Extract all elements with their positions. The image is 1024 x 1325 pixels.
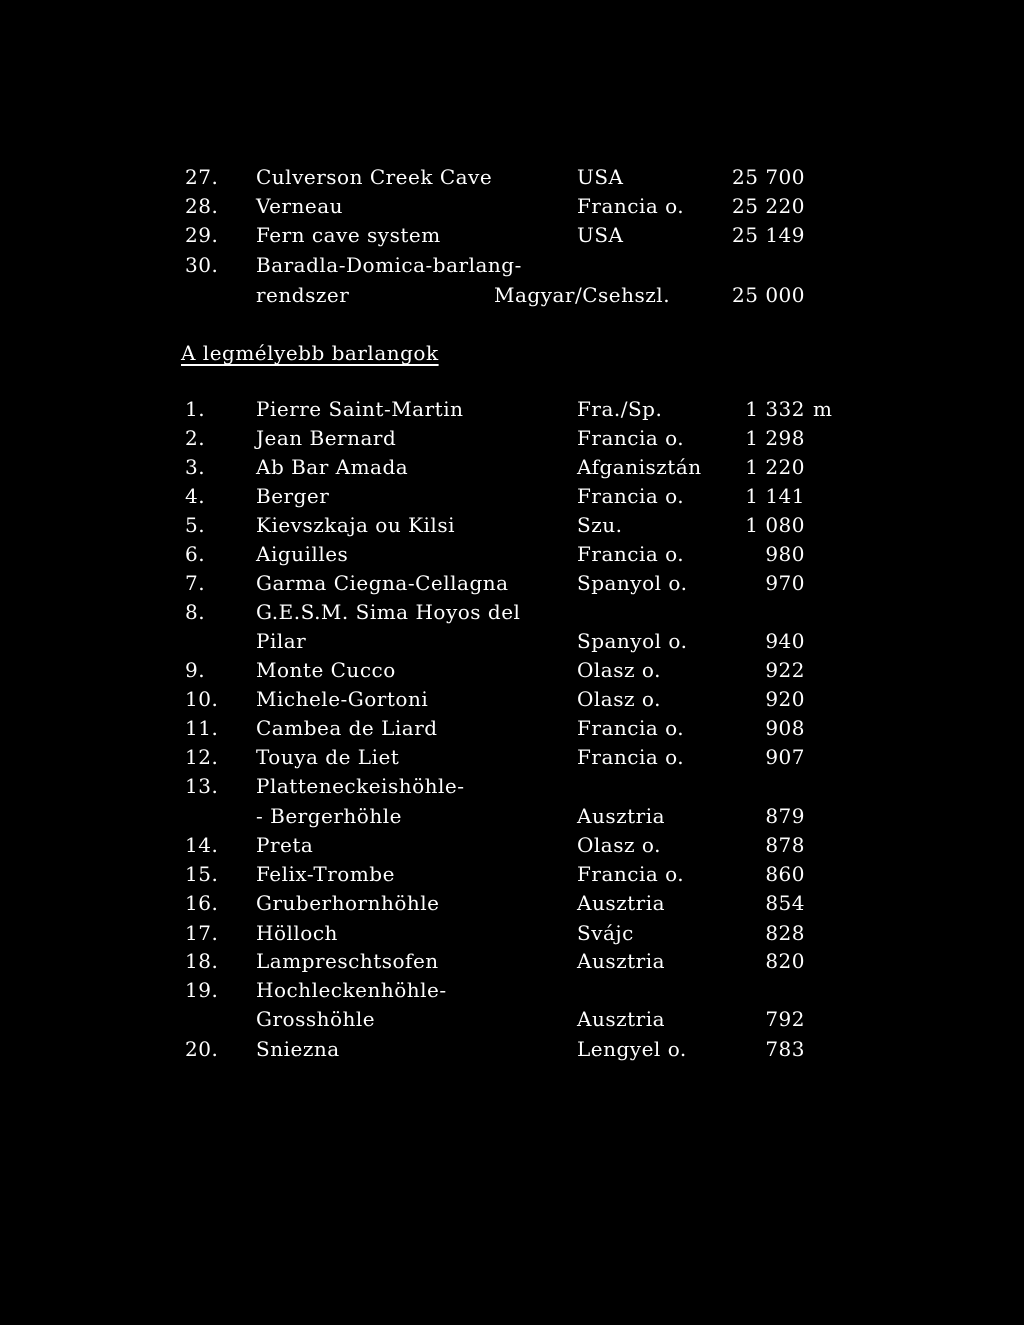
cave-name: Preta (256, 833, 314, 857)
cave-country: Olasz o. (577, 658, 661, 682)
row-number: 3. (185, 455, 206, 479)
cave-name: Fern cave system (256, 223, 441, 247)
cave-depth: 907 (765, 745, 805, 769)
cave-name: Lampreschtsofen (256, 949, 439, 973)
cave-country: Francia o. (577, 716, 685, 740)
cave-depth: 1 298 (745, 426, 805, 450)
cave-name: Kievszkaja ou Kilsi (256, 513, 455, 537)
cave-country: Ausztria (577, 891, 666, 915)
cave-depth: 1 332 (745, 397, 805, 421)
cave-depth: 828 (765, 921, 805, 945)
cave-name: Pierre Saint-Martin (256, 397, 464, 421)
cave-name: Hölloch (256, 921, 338, 945)
cave-depth: 922 (765, 658, 805, 682)
cave-name: Verneau (256, 194, 344, 218)
cave-depth: 908 (765, 716, 805, 740)
cave-name: Berger (256, 484, 330, 508)
cave-country: Szu. (577, 513, 623, 537)
cave-name: Aiguilles (256, 542, 349, 566)
depth-unit: m (813, 397, 833, 421)
cave-length: 25 220 (732, 194, 805, 218)
cave-length: 25 700 (732, 165, 805, 189)
cave-country: Francia o. (577, 484, 685, 508)
cave-depth: 879 (765, 804, 805, 828)
row-number: 30. (185, 253, 219, 277)
cave-country: Olasz o. (577, 687, 661, 711)
row-number: 12. (185, 745, 219, 769)
cave-depth: 1 220 (745, 455, 805, 479)
cave-country: Francia o. (577, 542, 685, 566)
cave-name: Gruberhornhöhle (256, 891, 440, 915)
cave-country: Magyar/Csehszl. (494, 283, 671, 307)
cave-name: rendszer (256, 283, 350, 307)
row-number: 5. (185, 513, 206, 537)
cave-name: Cambea de Liard (256, 716, 438, 740)
row-number: 18. (185, 949, 219, 973)
cave-country: Francia o. (577, 426, 685, 450)
cave-depth: 1 141 (745, 484, 805, 508)
cave-country: Ausztria (577, 804, 666, 828)
row-number: 27. (185, 165, 219, 189)
row-number: 14. (185, 833, 219, 857)
row-number: 17. (185, 921, 219, 945)
cave-name: Grosshöhle (256, 1007, 376, 1031)
cave-length: 25 000 (732, 283, 805, 307)
row-number: 20. (185, 1037, 219, 1061)
row-number: 10. (185, 687, 219, 711)
cave-country: Lengyel o. (577, 1037, 687, 1061)
cave-country: Francia o. (577, 194, 685, 218)
row-number: 28. (185, 194, 219, 218)
cave-depth: 1 080 (745, 513, 805, 537)
cave-country: Afganisztán (577, 455, 702, 479)
row-number: 11. (185, 716, 219, 740)
cave-country: Francia o. (577, 745, 685, 769)
cave-name: Baradla-Domica-barlang- (256, 253, 522, 277)
cave-name: G.E.S.M. Sima Hoyos del (256, 600, 521, 624)
cave-depth: 940 (765, 629, 805, 653)
row-number: 8. (185, 600, 206, 624)
row-number: 2. (185, 426, 206, 450)
cave-depth: 860 (765, 862, 805, 886)
cave-name: Culverson Creek Cave (256, 165, 493, 189)
cave-country: Spanyol o. (577, 629, 688, 653)
cave-country: Spanyol o. (577, 571, 688, 595)
cave-depth: 878 (765, 833, 805, 857)
cave-depth: 920 (765, 687, 805, 711)
cave-country: Ausztria (577, 949, 666, 973)
cave-country: Svájc (577, 921, 634, 945)
cave-name: Touya de Liet (256, 745, 400, 769)
cave-length: 25 149 (732, 223, 805, 247)
cave-name: Garma Ciegna-Cellagna (256, 571, 509, 595)
cave-depth: 820 (765, 949, 805, 973)
row-number: 7. (185, 571, 206, 595)
row-number: 19. (185, 978, 219, 1002)
cave-depth: 980 (765, 542, 805, 566)
row-number: 9. (185, 658, 206, 682)
cave-name: Felix-Trombe (256, 862, 395, 886)
cave-country: Olasz o. (577, 833, 661, 857)
cave-name: Hochleckenhöhle- (256, 978, 447, 1002)
cave-depth: 970 (765, 571, 805, 595)
cave-depth: 783 (765, 1037, 805, 1061)
cave-country: Ausztria (577, 1007, 666, 1031)
cave-name: Pilar (256, 629, 307, 653)
row-number: 16. (185, 891, 219, 915)
cave-depth: 792 (765, 1007, 805, 1031)
row-number: 4. (185, 484, 206, 508)
row-number: 6. (185, 542, 206, 566)
section-heading: A legmélyebb barlangok (181, 341, 439, 365)
row-number: 13. (185, 774, 219, 798)
cave-country: USA (577, 223, 624, 247)
cave-name: Jean Bernard (256, 426, 397, 450)
cave-name: Monte Cucco (256, 658, 396, 682)
cave-country: USA (577, 165, 624, 189)
row-number: 29. (185, 223, 219, 247)
row-number: 15. (185, 862, 219, 886)
row-number: 1. (185, 397, 206, 421)
cave-name: Platteneckeishöhle- (256, 774, 465, 798)
cave-name: - Bergerhöhle (256, 804, 402, 828)
cave-depth: 854 (765, 891, 805, 915)
cave-country: Fra./Sp. (577, 397, 663, 421)
cave-name: Sniezna (256, 1037, 340, 1061)
cave-country: Francia o. (577, 862, 685, 886)
cave-name: Michele-Gortoni (256, 687, 429, 711)
cave-name: Ab Bar Amada (256, 455, 409, 479)
